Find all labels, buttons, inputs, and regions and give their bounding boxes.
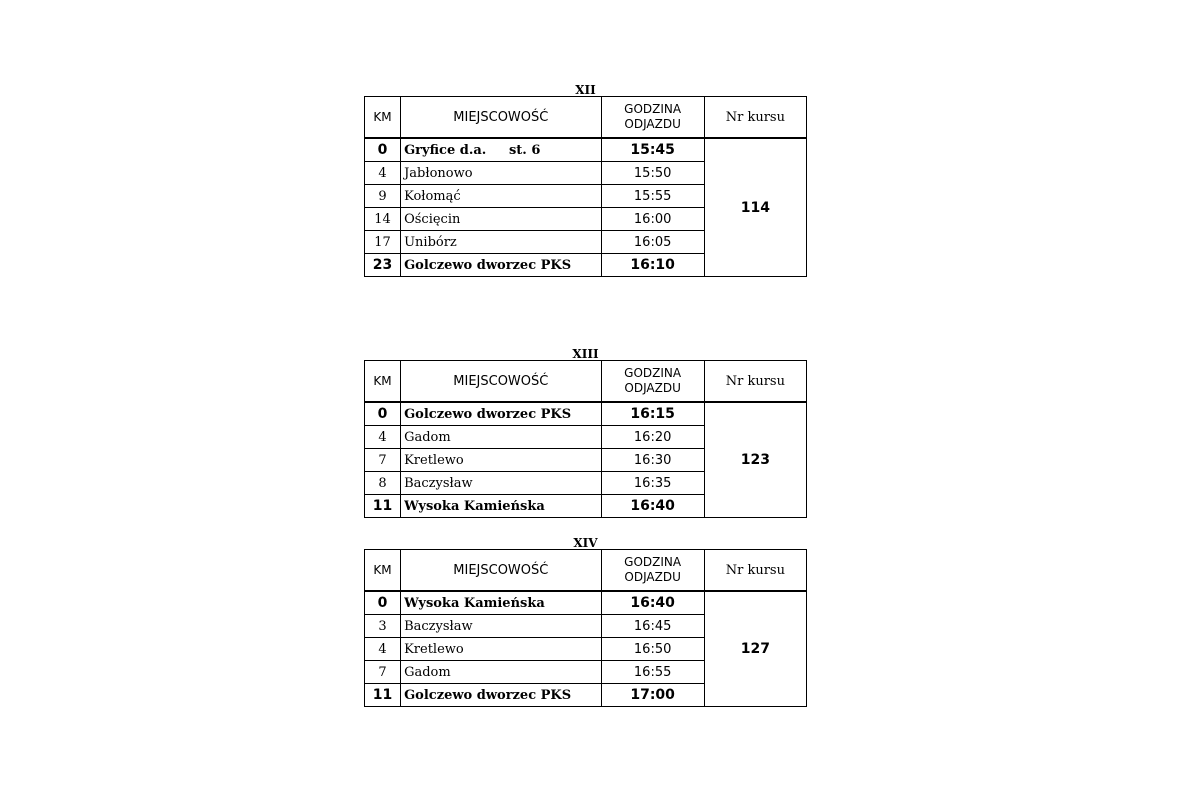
place-cell: Kretlewo <box>401 449 601 472</box>
header-time-line1: GODZINA <box>624 366 682 380</box>
place-cell: Gadom <box>401 661 601 684</box>
km-cell: 7 <box>365 661 401 684</box>
table-header-row <box>365 97 807 139</box>
header-departure-time <box>601 550 704 592</box>
time-cell: 16:00 <box>601 208 704 231</box>
km-cell: 3 <box>365 615 401 638</box>
header-km: KM <box>365 361 401 403</box>
km-cell: 17 <box>365 231 401 254</box>
time-cell: 16:50 <box>601 638 704 661</box>
course-number-cell: 127 <box>704 591 806 707</box>
header-km: KM <box>365 550 401 592</box>
time-cell: 16:10 <box>601 254 704 277</box>
header-place: MIEJSCOWOŚĆ <box>401 550 601 592</box>
time-cell: 16:35 <box>601 472 704 495</box>
timetable-table <box>364 96 807 277</box>
time-cell: 15:50 <box>601 162 704 185</box>
header-km: KM <box>365 97 401 139</box>
time-cell: 16:55 <box>601 661 704 684</box>
header-time-line1: GODZINA <box>624 102 682 116</box>
km-cell: 4 <box>365 426 401 449</box>
header-place: MIEJSCOWOŚĆ <box>401 361 601 403</box>
table-row <box>365 591 807 615</box>
place-cell: Golczewo dworzec PKS <box>401 402 601 426</box>
timetable-table <box>364 549 807 707</box>
header-time-line2: ODJAZDU <box>624 570 681 584</box>
km-cell: 14 <box>365 208 401 231</box>
time-cell: 16:05 <box>601 231 704 254</box>
place-cell: Jabłonowo <box>401 162 601 185</box>
course-number-cell: 114 <box>704 138 806 277</box>
time-cell: 16:20 <box>601 426 704 449</box>
km-cell: 7 <box>365 449 401 472</box>
table-row <box>365 402 807 426</box>
place-cell: Wysoka Kamieńska <box>401 591 601 615</box>
place-cell: Unibórz <box>401 231 601 254</box>
timetable-table <box>364 360 807 518</box>
place-cell: Golczewo dworzec PKS <box>401 254 601 277</box>
header-course-number: Nr kursu <box>704 361 806 403</box>
time-cell: 15:45 <box>601 138 704 162</box>
timetable-xiv <box>364 537 807 707</box>
place-cell: Baczysław <box>401 615 601 638</box>
km-cell: 4 <box>365 162 401 185</box>
time-cell: 17:00 <box>601 684 704 707</box>
time-cell: 16:30 <box>601 449 704 472</box>
km-cell: 0 <box>365 402 401 426</box>
km-cell: 8 <box>365 472 401 495</box>
timetable-title: XIII <box>572 347 599 361</box>
km-cell: 4 <box>365 638 401 661</box>
header-time-line2: ODJAZDU <box>624 381 681 395</box>
place-cell: Ościęcin <box>401 208 601 231</box>
km-cell: 0 <box>365 138 401 162</box>
km-cell: 9 <box>365 185 401 208</box>
place-cell: Kretlewo <box>401 638 601 661</box>
km-cell: 11 <box>365 495 401 518</box>
place-cell: Gadom <box>401 426 601 449</box>
table-row <box>365 138 807 162</box>
time-cell: 15:55 <box>601 185 704 208</box>
place-cell: Baczysław <box>401 472 601 495</box>
km-cell: 11 <box>365 684 401 707</box>
table-header-row <box>365 361 807 403</box>
time-cell: 16:40 <box>601 495 704 518</box>
course-number-cell: 123 <box>704 402 806 518</box>
km-cell: 0 <box>365 591 401 615</box>
time-cell: 16:45 <box>601 615 704 638</box>
km-cell: 23 <box>365 254 401 277</box>
header-time-line2: ODJAZDU <box>624 117 681 131</box>
timetable-title: XII <box>575 83 596 97</box>
place-cell: Wysoka Kamieńska <box>401 495 601 518</box>
header-course-number: Nr kursu <box>704 550 806 592</box>
place-cell: Kołomąć <box>401 185 601 208</box>
time-cell: 16:40 <box>601 591 704 615</box>
time-cell: 16:15 <box>601 402 704 426</box>
header-place: MIEJSCOWOŚĆ <box>401 97 601 139</box>
place-cell: Gryfice d.a. st. 6 <box>401 138 601 162</box>
place-cell: Golczewo dworzec PKS <box>401 684 601 707</box>
timetable-title: XIV <box>573 536 598 550</box>
timetable-xii <box>364 84 807 277</box>
timetable-xiii <box>364 348 807 518</box>
header-time-line1: GODZINA <box>624 555 682 569</box>
header-departure-time <box>601 97 704 139</box>
table-header-row <box>365 550 807 592</box>
header-departure-time <box>601 361 704 403</box>
header-course-number: Nr kursu <box>704 97 806 139</box>
